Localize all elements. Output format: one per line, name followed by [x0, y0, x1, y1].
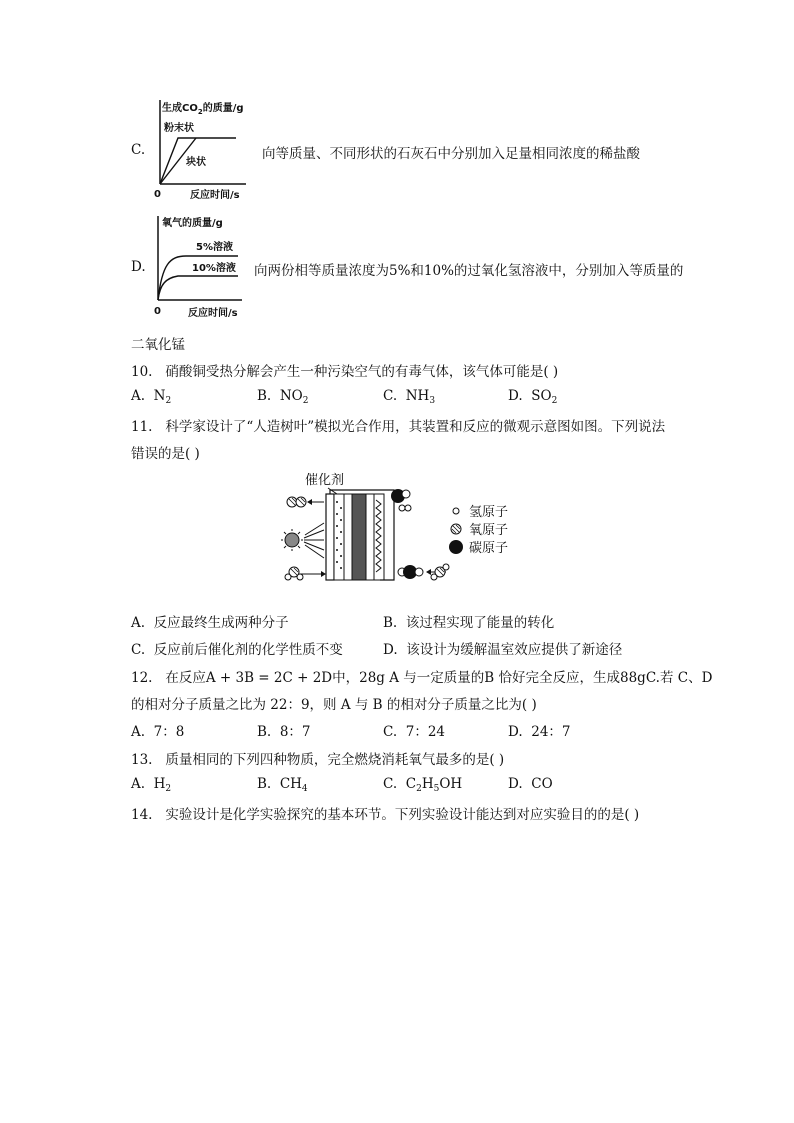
q11-option-d[interactable]: D. 该设计为缓解温室效应提供了新途径 — [383, 642, 623, 658]
sun-icon — [285, 533, 299, 547]
legend-hydrogen-icon — [453, 508, 459, 514]
graph-d-ylabel: 氧气的质量/g — [162, 218, 223, 229]
option-c-text: 向等质量、不同形状的石灰石中分别加入足量相同浓度的稀盐酸 — [262, 146, 640, 162]
artificial-leaf-figure — [280, 468, 530, 586]
device-catalyst-layer — [334, 494, 344, 580]
q10-option-c[interactable]: C. $NH_3$ — [383, 388, 436, 406]
device-electrode-left — [326, 494, 334, 580]
q12-stem-line2: 的相对分子质量之比为 22：9，则 A 与 B 的相对分子质量之比为( ) — [131, 697, 537, 713]
q12-option-c[interactable]: C. 7：24 — [383, 724, 446, 740]
graph-c-series-block: 块状 — [186, 157, 206, 168]
option-d-text: 向两份相等质量浓度为5%和10%的过氧化氢溶液中，分别加入等质量的 — [254, 263, 684, 279]
graph-d-origin: 0 — [154, 306, 161, 317]
q13-option-c[interactable]: C. $C_2H_5OH$ — [383, 776, 463, 794]
q10-stem — [131, 360, 558, 380]
q13-number: 13. — [131, 752, 153, 768]
q10-number: 10. — [131, 364, 153, 380]
graph-d-series-5: 5%溶液 — [196, 242, 233, 253]
q11-stem-line1: 11. 科学家设计了“人造树叶”模拟光合作用，其装置和反应的微观示意图如图。下列说法 — [131, 419, 666, 435]
q10-option-d[interactable]: D. $SO_2$ — [508, 388, 558, 406]
q12-option-b[interactable]: B. 8：7 — [257, 724, 311, 740]
graph-d-series-10: 10%溶液 — [192, 263, 236, 274]
q10-option-b[interactable]: B. $NO_2$ — [257, 388, 309, 406]
graph-c — [150, 98, 260, 203]
q12-option-a[interactable]: A. 7：8 — [131, 724, 185, 740]
q13-option-b[interactable]: B. $CH_4$ — [257, 776, 308, 794]
q11-number: 11. — [131, 419, 153, 435]
device-membrane — [352, 494, 366, 580]
option-c-letter: C. — [131, 142, 146, 158]
legend-hydrogen-label: 氢原子 — [469, 505, 509, 520]
graph-d — [150, 212, 254, 320]
graph-c-ylabel: 生成$CO_2$的质量/g — [162, 103, 244, 116]
option-d-continuation: 二氧化锰 — [131, 337, 185, 353]
q11-option-b[interactable]: B. 该过程实现了能量的转化 — [383, 615, 555, 631]
graph-d-xlabel: 反应时间/s — [188, 308, 238, 319]
catalyst-label: 催化剂 — [305, 473, 345, 488]
q11-option-c[interactable]: C. 反应前后催化剂的化学性质不变 — [131, 642, 343, 658]
legend-carbon-label: 碳原子 — [469, 541, 509, 556]
q13-option-d[interactable]: D. CO — [508, 776, 553, 792]
graph-d-curve-lower — [158, 276, 238, 300]
q13-option-a[interactable]: A. $H_2$ — [131, 776, 172, 794]
q12-stem-line1: 12. 在反应A + 3B = 2C + 2D中，28g A 与一定质量的B 恰好完全反应，生成88gC.若 C、D — [131, 670, 713, 686]
q12-number: 12. — [131, 670, 153, 686]
q12-option-d[interactable]: D. 24：7 — [508, 724, 571, 740]
q10-option-a[interactable]: A. $N_2$ — [131, 388, 172, 406]
q14-stem: 14. 实验设计是化学实验探究的基本环节。下列实验设计能达到对应实验目的的是( ) — [131, 807, 640, 823]
graph-c-origin: 0 — [154, 189, 161, 200]
legend-carbon-icon — [449, 540, 463, 554]
q11-stem-line2: 错误的是( ) — [131, 446, 200, 462]
legend-oxygen-label: 氧原子 — [469, 523, 509, 538]
q13-stem: 13. 质量相同的下列四种物质，完全燃烧消耗氧气最多的是( ) — [131, 752, 505, 768]
q11-option-a[interactable]: A. 反应最终生成两种分子 — [131, 615, 289, 631]
graph-c-series-powder: 粉末状 — [164, 123, 194, 134]
graph-c-xlabel: 反应时间/s — [190, 190, 240, 201]
option-d-letter: D. — [131, 259, 146, 275]
q14-number: 14. — [131, 807, 153, 823]
q10-text: 硝酸铜受热分解会产生一种污染空气的有毒气体，该气体可能是( ) — [165, 364, 559, 380]
